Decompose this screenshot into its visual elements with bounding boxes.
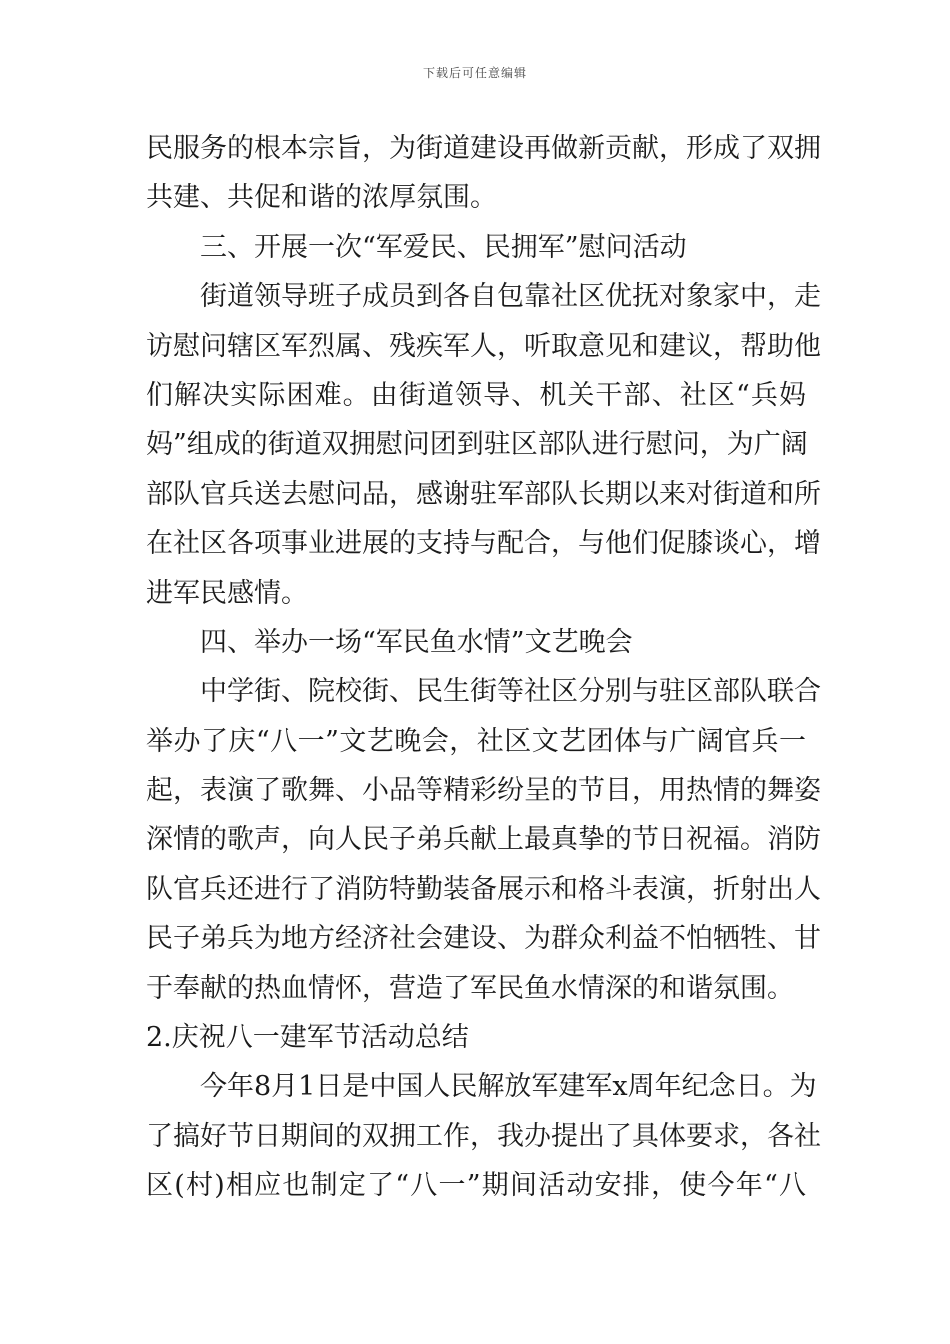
text-line: 举办了庆“八一”文艺晚会，社区文艺团体与广阔官兵一 <box>146 725 806 757</box>
document-body <box>146 124 821 1211</box>
text-line: 民子弟兵为地方经济社会建设、为群众利益不怕牺牲、甘 <box>146 923 821 955</box>
text-line: 今年8月1日是中国人民解放军建军x周年纪念日。为 <box>200 1071 817 1103</box>
text-line: 们解决实际困难。由街道领导、机关干部、社区“兵妈 <box>146 379 806 411</box>
text-line: 共建、共促和谐的浓厚氛围。 <box>146 182 497 214</box>
text-line: 四、举办一场“军民鱼水情”文艺晚会 <box>200 626 633 658</box>
text-line: 深情的歌声，向人民子弟兵献上最真挚的节日祝福。消防 <box>146 824 821 856</box>
page-header-note: 下载后可任意编辑 <box>422 66 527 80</box>
text-line: 街道领导班子成员到各自包靠社区优抚对象家中，走 <box>200 281 821 313</box>
text-line: 民服务的根本宗旨，为街道建设再做新贡献，形成了双拥 <box>146 133 821 164</box>
text-line: 队官兵还进行了消防特勤装备展示和格斗表演，折射出人 <box>146 873 821 905</box>
text-line: 部队官兵送去慰问品，感谢驻军部队长期以来对街道和所 <box>146 478 821 510</box>
text-line: 区(村)相应也制定了“八一”期间活动安排，使今年“八 <box>146 1170 806 1202</box>
text-line: 2.庆祝八一建军节活动总结 <box>146 1022 469 1054</box>
text-line: 三、开展一次“军爱民、民拥军”慰问活动 <box>200 231 687 263</box>
text-line: 在社区各项事业进展的支持与配合，与他们促膝谈心，增 <box>146 528 821 560</box>
text-line: 访慰问辖区军烈属、残疾军人，听取意见和建议，帮助他 <box>146 330 821 362</box>
text-line: 中学街、院校街、民生街等社区分别与驻区部队联合 <box>200 676 821 708</box>
text-line: 了搞好节日期间的双拥工作，我办提出了具体要求，各社 <box>146 1120 821 1152</box>
text-line: 起，表演了歌舞、小品等精彩纷呈的节目，用热情的舞姿 <box>146 775 821 807</box>
text-line: 妈”组成的街道双拥慰问团到驻区部队进行慰问，为广阔 <box>146 429 808 461</box>
text-line: 于奉献的热血情怀，营造了军民鱼水情深的和谐氛围。 <box>146 972 794 1004</box>
text-line: 进军民感情。 <box>146 577 308 609</box>
